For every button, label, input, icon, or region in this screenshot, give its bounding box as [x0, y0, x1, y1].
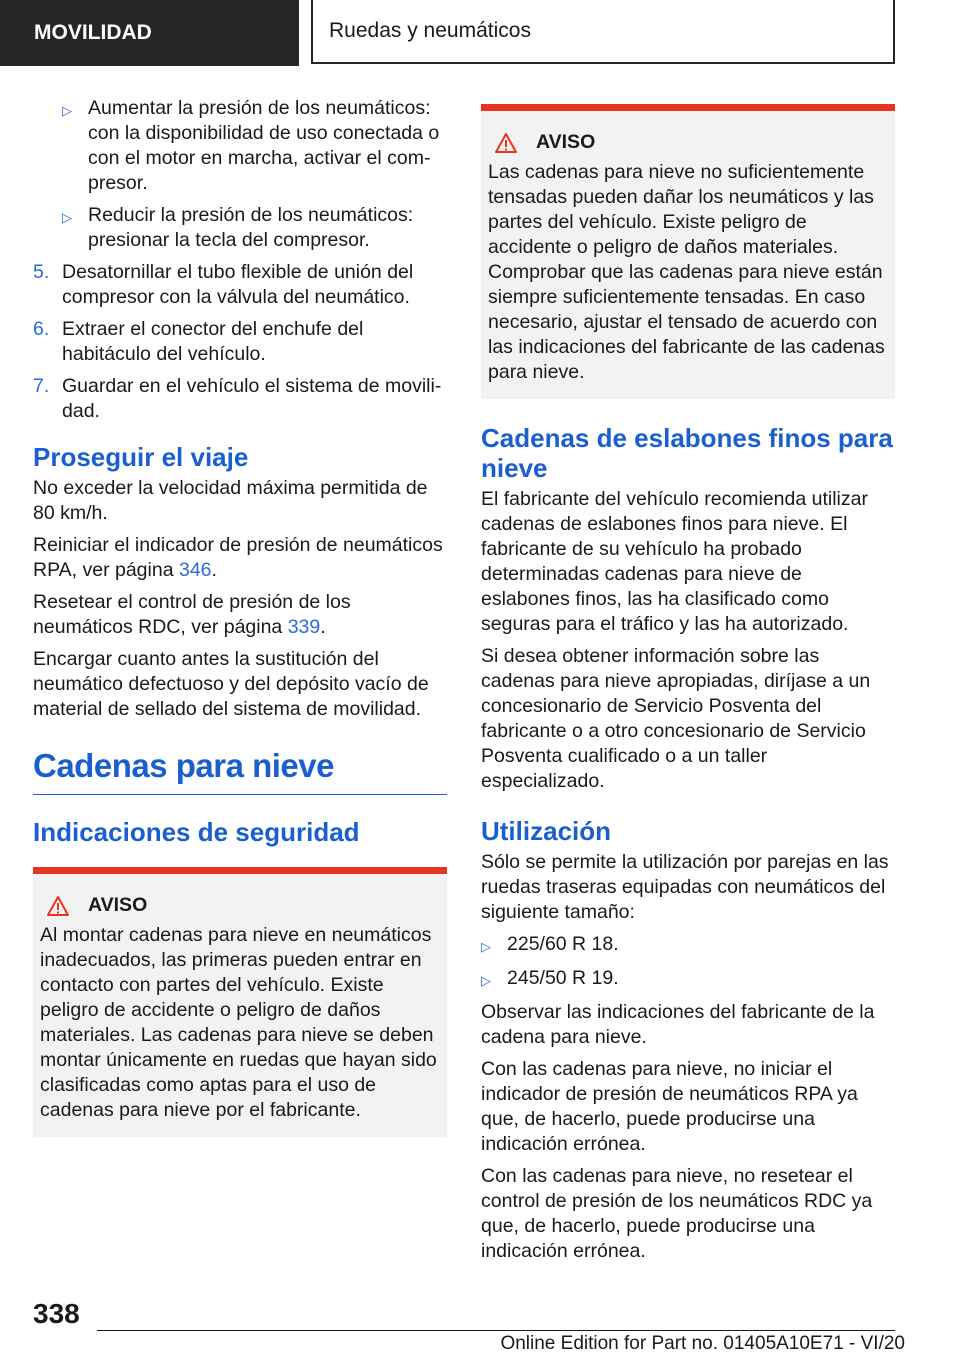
warning-title: AVISO	[88, 894, 148, 916]
paragraph: No exceder la velocidad máxima permitida de 80 km/h.	[33, 477, 428, 524]
page-title: Cadenas para nieve	[33, 746, 447, 795]
list-item: ▷ Reducir la presión de los neumáticos: presionar la tecla del compresor.	[62, 204, 414, 251]
step-number: 7.	[33, 375, 50, 397]
paragraph: Con las cadenas para nieve, no iniciar el indicador de presión de neumáticos RPA ya que, de hacerlo, puede producirse una indicación errónea.	[481, 1058, 858, 1155]
page-link[interactable]: 339	[287, 616, 321, 638]
chapter-title: Ruedas y neumáticos	[329, 19, 531, 42]
warning-box	[481, 104, 895, 399]
left-column	[33, 96, 447, 1137]
triangle-bullet-icon: ▷	[62, 210, 72, 225]
chapter-tab	[311, 0, 895, 64]
paragraph: Sólo se permite la utilización por parejas en las ruedas traseras equipadas con neumáticos del siguiente tamaño:	[481, 851, 889, 923]
paragraph: Observar las indicaciones del fabricante de la cadena para nieve.	[481, 1001, 875, 1048]
paragraph: El fabricante del vehículo recomienda utilizar cadenas de eslabones finos para nieve. El fabricante de su vehículo ha probado determinadas cadenas para nieve de eslabones finos, las ha clasificado como seguras para el tráfico y las ha autorizado.	[481, 488, 868, 635]
step-number: 6.	[33, 318, 50, 340]
triangle-bullet-icon: ▷	[481, 939, 491, 954]
step-text: Guardar en el vehículo el sistema de movilidad.	[62, 375, 442, 422]
warning-text: Al montar cadenas para nieve en neumáticos inadecuados, las primeras pueden entrar en contacto con partes del vehículo. Existe peligro de accidente o peligro de daños materiales. Las cadenas para nieve se deben montar únicamente en ruedas que hayan sido clasificadas como aptas para el uso de cadenas para nieve por el fabricante.	[40, 924, 437, 1121]
step-number: 5.	[33, 261, 50, 283]
paragraph: Si desea obtener información sobre las cadenas para nieve apropiadas, diríjase a un concesionario de Servicio Posventa del fabricante o a otro concesionario de Servicio Posventa cualificado o a un taller especializado.	[481, 645, 871, 792]
step-item	[33, 374, 447, 424]
warning-box	[33, 867, 447, 1137]
paragraph: Reiniciar el indicador de presión de neumáticos RPA, ver página 346.	[33, 534, 443, 581]
warning-triangle-icon	[494, 132, 518, 154]
warning-triangle-icon	[46, 895, 70, 917]
section-heading-fine-links: Cadenas de eslabones finos para nieve	[481, 423, 893, 483]
paragraph: Encargar cuanto antes la sustitución del neumático defectuoso y del depósito vacío de material de sellado del sistema de movilidad.	[33, 648, 429, 720]
list-item: ▷ 245/50 R 19.	[481, 966, 895, 993]
triangle-bullet-icon: ▷	[481, 973, 491, 988]
step-text: Extraer el conector del enchufe del habitáculo del vehículo.	[62, 318, 364, 365]
page-number: 338	[33, 1298, 80, 1329]
step-item	[33, 317, 447, 367]
triangle-bullet-icon: ▷	[62, 103, 72, 118]
section-heading-proseguir: Proseguir el viaje	[33, 442, 249, 472]
section-heading-safety: Indicaciones de seguridad	[33, 817, 360, 847]
list-item: ▷ 225/60 R 18.	[481, 932, 895, 959]
list-item: ▷ Aumentar la presión de los neumáticos: con la disponibilidad de uso conectada o con el motor en marcha, activar el compresor.	[62, 97, 440, 194]
right-column	[481, 104, 895, 1271]
edition-note: Online Edition for Part no. 01405A10E71 - VI/20	[500, 1333, 905, 1354]
page-link[interactable]: 346	[178, 559, 212, 581]
footer-divider	[97, 1330, 895, 1331]
section-tab	[0, 0, 299, 66]
paragraph: Resetear el control de presión de los neumáticos RDC, ver página 339.	[33, 591, 351, 638]
warning-title: AVISO	[536, 131, 596, 153]
section-heading-usage: Utilización	[481, 816, 612, 846]
warning-text: Las cadenas para nieve no suficientemente tensadas pueden dañar los neumáticos y las partes del vehículo. Existe peligro de accidente o peligro de daños materiales. Comprobar que las cadenas para nieve están siempre suficientemente tensadas. En caso necesario, ajustar el tensado de acuerdo con las indicaciones del fabricante de las cadenas para nieve.	[488, 161, 885, 383]
step-item	[33, 260, 447, 310]
paragraph: Con las cadenas para nieve, no resetear el control de presión de los neumáticos RDC ya que, de hacerlo, puede producirse una indicación errónea.	[481, 1165, 873, 1262]
step-text: Desatornillar el tubo flexible de unión del compresor con la válvula del neumático.	[62, 261, 414, 308]
section-title: MOVILIDAD	[34, 21, 152, 44]
